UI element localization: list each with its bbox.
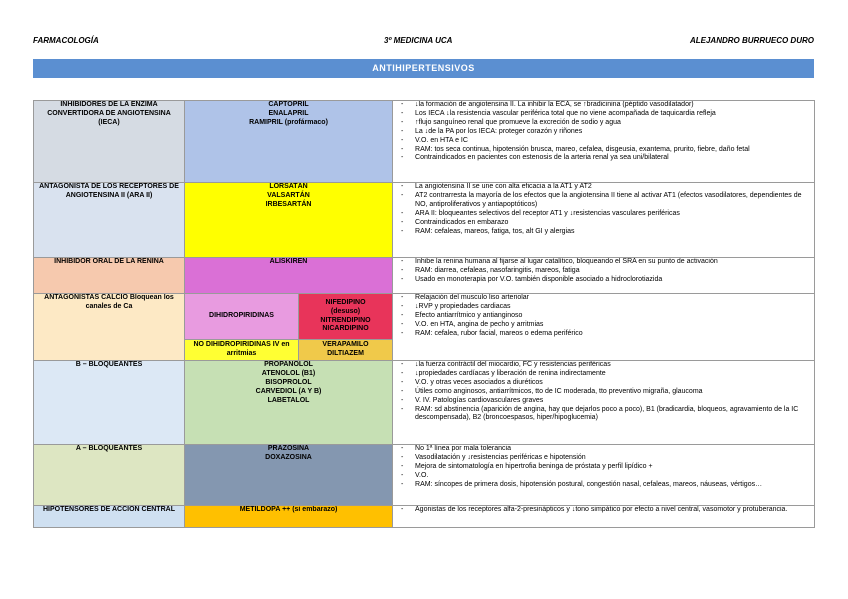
drug-nitrendipino: NITRENDIPINO: [320, 316, 371, 324]
note-item: - AT2 contrarresta la mayoría de los efectos que la angiotensina II tiene al activar AT1 (efectos vasodilatores, dependientes de NO, antiproliferativos y antiapoptóticos): [395, 192, 812, 210]
drug-note-desuso: (desuso): [330, 307, 361, 315]
drug-carvediol: CARVEDIOL (A Y B): [255, 387, 322, 395]
group-beta: B – BLOQUEANTES: [34, 361, 185, 445]
notes-alfa: [393, 445, 815, 506]
drug-doxazosina: DOXAZOSINA: [265, 453, 312, 461]
drug-propanolol: PROPANOLOL: [264, 361, 313, 368]
table-row-central: [34, 506, 815, 528]
note-item: - Usado en monoterapia por V.O. también disponible asociado a hidroclorotiazida: [395, 276, 812, 285]
notes-ara: [393, 183, 815, 258]
notes-ieca: [393, 101, 815, 183]
note-item: - RAM: sd abstinencia (aparición de angina, hay que dejarlos poco a poco), B1 (bradicardia, bloqueos, agravamiento de la IC descompensada), B2 (broncoespasos, hiper/hipoglucemia): [395, 406, 812, 424]
drug-bisoprolol: BISOPROLOL: [265, 378, 312, 386]
notes-calcio: [393, 294, 815, 361]
drugs-dihidropiridinas: [299, 294, 393, 340]
drug-prazosina: PRAZOSINA: [267, 445, 310, 452]
group-alfa: A – BLOQUEANTES: [34, 445, 185, 506]
notes-central: [393, 506, 815, 528]
drug-metildopa: METILDOPA ++ (si embarazo): [185, 506, 393, 528]
note-item: - V.O. y otras veces asociados a diuréticos: [395, 379, 812, 388]
note-item: - ↓propiedades cardíacas y liberación de renina indirectamente: [395, 370, 812, 379]
note-item: - Útiles como anginosos, antiarrítmicos, tto de IC moderada, tto preventivo migraña, glaucoma: [395, 388, 812, 397]
table-row-renina: [34, 258, 815, 294]
note-item: - ↓la fuerza contráctil del miocardio, FC y resistencias periféricas: [395, 361, 812, 370]
note-item: - Mejora de sintomatología en hipertrofia beninga de próstata y perfil lipídico +: [395, 463, 812, 472]
drug-captopril: CAPTOPRIL: [268, 101, 309, 108]
note-item: - RAM: diarrea, cefaleas, nasofaringitis, mareos, fatiga: [395, 267, 812, 276]
note-item: - RAM: cefalea, rubor facial, mareos o edema periférico: [395, 330, 812, 339]
drug-nicardipino: NICARDIPINO: [322, 325, 369, 333]
table-row-alfa: [34, 445, 815, 506]
note-item: - ARA II: bloqueantes selectivos del receptor AT1 y ↓resistencias vasculares periféricas: [395, 210, 812, 219]
note-item: - RAM: tos seca continua, hipotensión brusca, mareo, cefalea, disgeusia, exantema, prurito, fiebre, daño fetal: [395, 146, 812, 155]
drug-aliskiren: ALISKIRÉN: [185, 258, 393, 294]
drug-ramipril: RAMIPRIL (profármaco): [249, 118, 328, 126]
note-item: - V.O. en HTA, angina de pecho y arritmias: [395, 321, 812, 330]
note-item: - Inhibe la renina humana al fijarse al lugar catalítico, bloqueando el SRA en su punto de activación: [395, 258, 812, 267]
header-course: 3º MEDICINA UCA: [384, 36, 453, 45]
drug-atenolol: ATENOLOL (B1): [261, 369, 316, 377]
header-author: ALEJANDRO BURRUECO DURO: [689, 36, 814, 45]
note-item: - La ↓de la PA por los IECA: proteger corazón y riñones: [395, 128, 812, 137]
drug-valsartan: VALSARTÁN: [267, 191, 310, 199]
group-central: HIPOTENSORES DE ACCIÓN CENTRAL: [34, 506, 185, 528]
drug-losartan: LORSATÁN: [269, 183, 308, 190]
group-ara: ANTAGONISTA DE LOS RECEPTORES DE ANGIOTENSINA II (ARA II): [34, 183, 185, 258]
table-row-calcio: [34, 294, 815, 340]
note-item: - RAM: cefaleas, mareos, fatiga, tos, alt GI y alergias: [395, 228, 812, 237]
antihypertensives-table: [33, 100, 815, 528]
note-item: - Efecto antiarrítmico y antianginoso: [395, 312, 812, 321]
group-calcio: ANTAGONISTAS CALCIO Bloquean los canales de Ca: [34, 294, 185, 361]
note-item: - RAM: síncopes de primera dosis, hipotensión postural, congestión nasal, cefaleas, mareos, náuseas, vértigos…: [395, 481, 812, 490]
note-item: - Los IECA ↓la resistencia vascular periférica total que no viene acompañada de taquicardia refleja: [395, 110, 812, 119]
document-title: ANTIHIPERTENSIVOS: [33, 59, 814, 78]
note-item: - No 1ª línea por mala tolerancia: [395, 445, 812, 454]
group-renina: INHIBIDOR ORAL DE LA RENINA: [34, 258, 185, 294]
drugs-beta: [185, 361, 393, 445]
drugs-no-dihidropiridinas: [299, 340, 393, 361]
note-item: - Relajación del musculo liso arteriolar: [395, 294, 812, 303]
drug-labetalol: LABETALOL: [267, 396, 310, 404]
subgroup-no-dihidropiridinas: NO DIHIDROPIRIDINAS IV en arritmias: [185, 340, 299, 361]
note-item: - Contraindicados en pacientes con estenosis de la arteria renal ya sea uni/bilateral: [395, 154, 812, 163]
table-row-ieca: [34, 101, 815, 183]
note-item: - Vasodilatación y ↓resistencias periféricas e hipotensión: [395, 454, 812, 463]
drug-diltiazem: DILTIAZEM: [327, 350, 364, 357]
note-item: - Agonistas de los receptores alfa-2-presinápticos y ↓tono simpático por efecto a nivel central, vasomotor y protuberancia.: [395, 506, 812, 515]
note-item: - V.O.: [395, 472, 812, 481]
group-ieca: INHIBIDORES DE LA ENZIMA CONVERTIDORA DE ANGIOTENSINA (IECA): [34, 101, 185, 183]
drugs-ara: [185, 183, 393, 258]
note-item: - V.O. en HTA e IC: [395, 137, 812, 146]
drug-nifedipino: NIFEDIPINO: [325, 298, 366, 306]
subgroup-dihidropiridinas: DIHIDROPIRIDINAS: [185, 294, 299, 340]
header-subject: FARMACOLOGÍA: [33, 36, 99, 45]
table-row-ara: [34, 183, 815, 258]
note-item: - Contraindicados en embarazo: [395, 219, 812, 228]
note-item: - ↓la formación de angiotensina II. La inhibir la ECA, se ↑bradicinina (péptido vasodilatador): [395, 101, 812, 110]
note-item: - La angiotensina II se une con alta eficacia a la AT1 y AT2: [395, 183, 812, 192]
note-item: - ↑flujo sanguíneo renal que promueve la excreción de sodio y agua: [395, 119, 812, 128]
drugs-alfa: [185, 445, 393, 506]
notes-renina: [393, 258, 815, 294]
notes-beta: [393, 361, 815, 445]
table-row-beta: [34, 361, 815, 445]
drug-enalapril: ENALAPRIL: [268, 109, 309, 117]
drug-verapamilo: VERAPAMILO: [322, 341, 369, 349]
note-item: - ↓RVP y propiedades cardiacas: [395, 303, 812, 312]
drugs-ieca: [185, 101, 393, 183]
drug-irbesartan: IRBESARTÁN: [265, 200, 312, 208]
note-item: - V. IV. Patologías cardiovasculares graves: [395, 397, 812, 406]
